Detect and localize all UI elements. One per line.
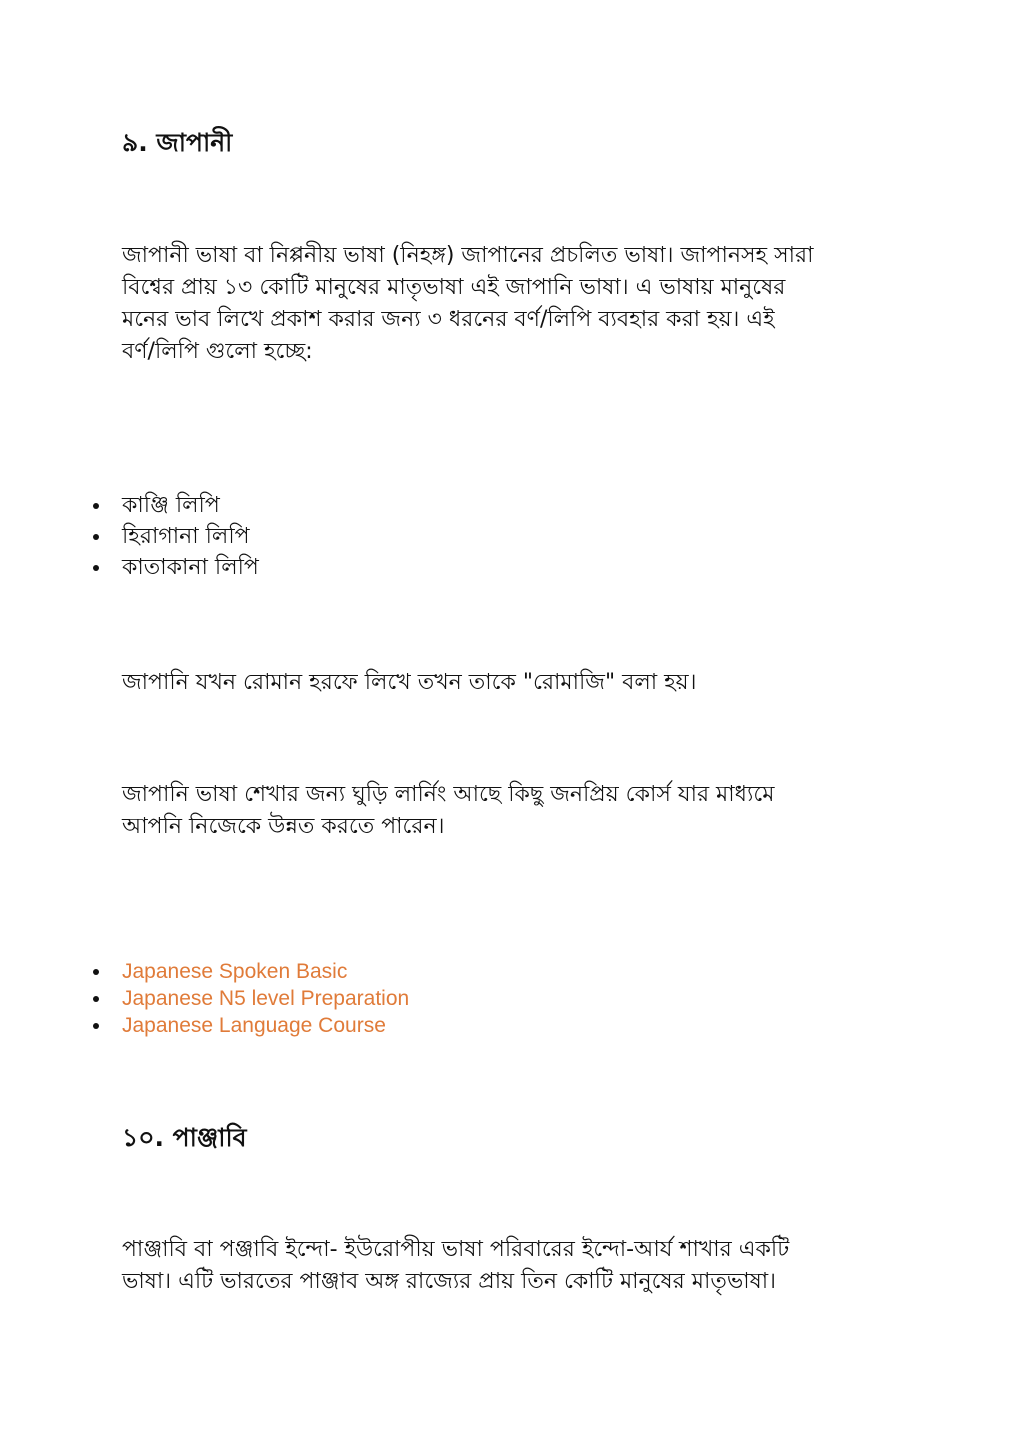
list-item <box>0 958 409 985</box>
list-item <box>0 985 409 1012</box>
romaji-note-paragraph <box>122 667 897 699</box>
bullet-icon <box>93 565 99 571</box>
bullet-icon <box>93 503 99 509</box>
bullet-icon <box>93 969 99 975</box>
japanese-intro-paragraph <box>122 240 897 368</box>
section-9-heading: ৯. জাপানী <box>122 128 233 157</box>
list-item-label: হিরাগানা লিপি <box>122 524 250 549</box>
list-item-label: কাঞ্জি লিপি <box>122 493 220 518</box>
paragraph-line: আপনি নিজেকে উন্নত করতে পারেন। <box>122 814 445 839</box>
paragraph-line: বর্ণ/লিপি গুলো হচ্ছে: <box>122 339 313 364</box>
list-item <box>0 552 259 583</box>
paragraph-line: পাঞ্জাবি বা পঞ্জাবি ইন্দো- ইউরোপীয় ভাষা পরিবারের ইন্দো-আর্য শাখার একটি <box>122 1237 790 1262</box>
japanese-scripts-list <box>0 490 259 583</box>
bullet-icon <box>93 1023 99 1029</box>
list-item <box>0 490 259 521</box>
course-link-n5-preparation[interactable]: Japanese N5 level Preparation <box>122 987 410 1010</box>
bullet-icon <box>93 534 99 540</box>
list-item <box>0 521 259 552</box>
paragraph-line: জাপানী ভাষা বা নিপ্পনীয় ভাষা (নিহঙ্গ) জাপানের প্রচলিত ভাষা। জাপানসহ সারা <box>122 243 814 268</box>
course-link-language-course[interactable]: Japanese Language Course <box>122 1014 386 1037</box>
paragraph-line: মনের ভাব লিখে প্রকাশ করার জন্য ৩ ধরনের বর্ণ/লিপি ব্যবহার করা হয়। এই <box>122 307 775 332</box>
course-links-list <box>0 958 409 1039</box>
bullet-icon <box>93 996 99 1002</box>
paragraph-line: জাপানি যখন রোমান হরফে লিখে তখন তাকে "রোমাজি" বলা হয়। <box>122 670 697 695</box>
section-10-heading: ১০. পাঞ্জাবি <box>122 1123 247 1152</box>
punjabi-intro-paragraph <box>122 1234 897 1298</box>
courses-paragraph <box>122 779 897 843</box>
list-item <box>0 1012 409 1039</box>
paragraph-line: বিশ্বের প্রায় ১৩ কোটি মানুষের মাতৃভাষা এই জাপানি ভাষা। এ ভাষায় মানুষের <box>122 275 786 300</box>
paragraph-line: ভাষা। এটি ভারতের পাঞ্জাব অঙ্গ রাজ্যের প্রায় তিন কোটি মানুষের মাতৃভাষা। <box>122 1269 777 1294</box>
list-item-label: কাতাকানা লিপি <box>122 555 259 580</box>
course-link-spoken-basic[interactable]: Japanese Spoken Basic <box>122 960 348 983</box>
paragraph-line: জাপানি ভাষা শেখার জন্য ঘুড়ি লার্নিং আছে কিছু জনপ্রিয় কোর্স যার মাধ্যমে <box>122 782 775 807</box>
